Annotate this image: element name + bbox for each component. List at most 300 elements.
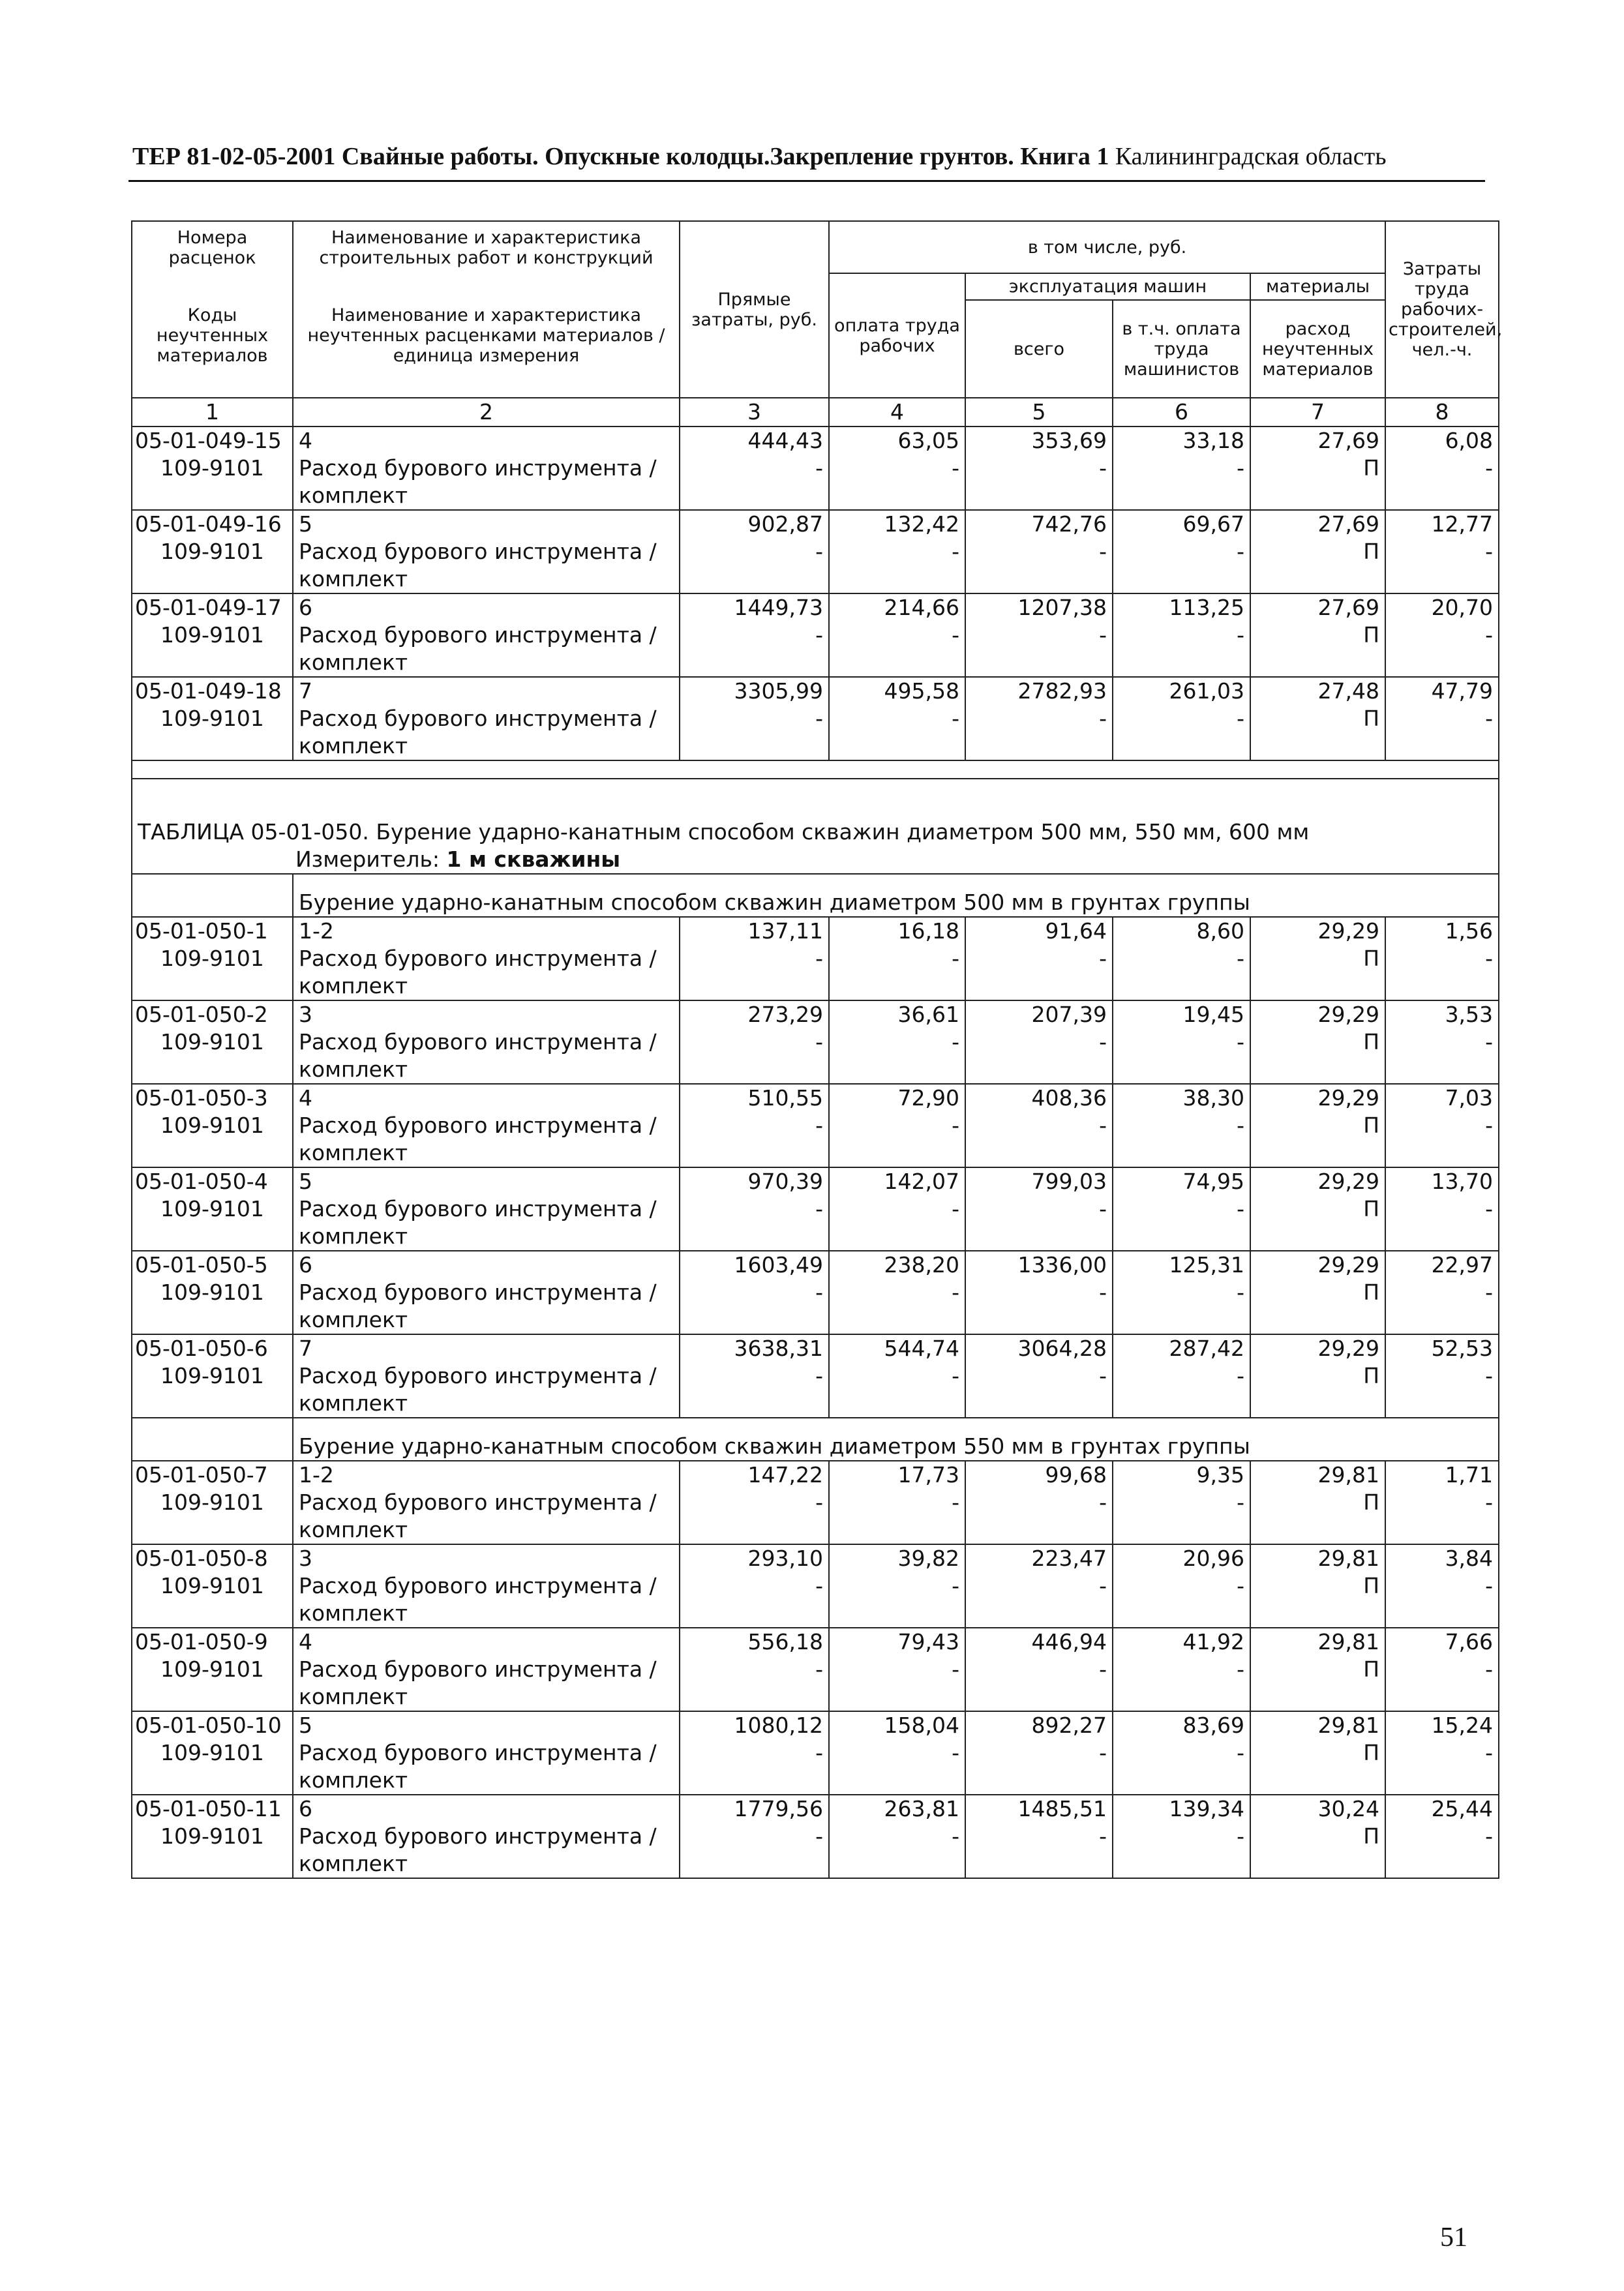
material-row — [132, 1739, 1499, 1795]
material-name: Расход бурового инструмента / комплект — [293, 1489, 680, 1544]
dash: - — [1113, 1112, 1250, 1167]
rate-row — [132, 1711, 1499, 1739]
dash: - — [829, 1656, 965, 1711]
material-code: 109-9101 — [132, 1279, 293, 1334]
dash: - — [965, 1195, 1113, 1251]
col7-header: расход неучтенных материалов — [1250, 300, 1385, 398]
rate-name: 3 — [293, 1000, 680, 1028]
group-spacer — [132, 1418, 293, 1461]
material-name: Расход бурового инструмента / комплект — [293, 1028, 680, 1084]
labor-cost: 238,20 — [829, 1251, 965, 1279]
dash: - — [1113, 1572, 1250, 1628]
dash: - — [1385, 1656, 1499, 1711]
dash: - — [965, 621, 1113, 677]
rate-row — [132, 427, 1499, 455]
direct-cost: 273,29 — [680, 1000, 829, 1028]
direct-cost: 137,11 — [680, 917, 829, 945]
header-book: Книга 1 — [1020, 143, 1109, 170]
group-machines-header: эксплуатация машин — [965, 273, 1250, 300]
dash: - — [1113, 1823, 1250, 1878]
dash: - — [829, 1739, 965, 1795]
rate-code: 05-01-050-9 — [132, 1628, 293, 1656]
labor-cost: 63,05 — [829, 427, 965, 455]
material-flag: П — [1250, 1739, 1385, 1795]
labor-hours: 12,77 — [1385, 510, 1499, 538]
material-row — [132, 621, 1499, 677]
labor-hours: 47,79 — [1385, 677, 1499, 705]
material-row — [132, 1195, 1499, 1251]
machine-labor-cost: 113,25 — [1113, 593, 1250, 621]
labor-hours: 13,70 — [1385, 1167, 1499, 1195]
direct-cost: 444,43 — [680, 427, 829, 455]
section-title: ТАБЛИЦА 05-01-050. Бурение ударно-канатным способом скважин диаметром 500 мм, 550 мм, 600 мм — [132, 779, 1499, 846]
dash: - — [680, 1739, 829, 1795]
material-cost: 27,69 — [1250, 510, 1385, 538]
machine-labor-cost: 8,60 — [1113, 917, 1250, 945]
material-flag: П — [1250, 1656, 1385, 1711]
dash: - — [965, 945, 1113, 1000]
labor-cost: 495,58 — [829, 677, 965, 705]
dash: - — [1385, 1572, 1499, 1628]
material-cost: 29,29 — [1250, 1000, 1385, 1028]
rate-name: 7 — [293, 1334, 680, 1362]
machine-cost: 1485,51 — [965, 1795, 1113, 1823]
dash: - — [965, 1279, 1113, 1334]
dash: - — [1385, 1279, 1499, 1334]
dash: - — [829, 1195, 965, 1251]
rate-code: 05-01-050-10 — [132, 1711, 293, 1739]
material-flag: П — [1250, 621, 1385, 677]
dash: - — [680, 945, 829, 1000]
material-row — [132, 1362, 1499, 1418]
header-row-1 — [132, 221, 1499, 273]
dash: - — [829, 945, 965, 1000]
material-code: 109-9101 — [132, 1028, 293, 1084]
machine-labor-cost: 261,03 — [1113, 677, 1250, 705]
table-body — [132, 221, 1503, 1878]
rate-name: 5 — [293, 1711, 680, 1739]
dash: - — [965, 538, 1113, 593]
machine-cost: 2782,93 — [965, 677, 1113, 705]
material-name: Расход бурового инструмента / комплект — [293, 1572, 680, 1628]
group-row — [132, 1418, 1499, 1461]
direct-cost: 293,10 — [680, 1544, 829, 1572]
machine-cost: 892,27 — [965, 1711, 1113, 1739]
dash: - — [965, 1823, 1113, 1878]
spacer-row — [132, 760, 1499, 779]
header-rule — [128, 180, 1485, 182]
machine-cost: 742,76 — [965, 510, 1113, 538]
page-header — [132, 142, 1482, 171]
material-cost: 29,29 — [1250, 917, 1385, 945]
rate-name: 1-2 — [293, 917, 680, 945]
rate-row — [132, 1334, 1499, 1362]
col3-header: Прямые затраты, руб. — [680, 221, 829, 398]
rate-row — [132, 1251, 1499, 1279]
dash: - — [1385, 455, 1499, 510]
dash: - — [680, 1362, 829, 1418]
dash: - — [680, 1572, 829, 1628]
dash: - — [1385, 538, 1499, 593]
material-flag: П — [1250, 1823, 1385, 1878]
meter-label: Измеритель: — [295, 846, 440, 872]
machine-cost: 207,39 — [965, 1000, 1113, 1028]
group-label: Бурение ударно-канатным способом скважин диаметром 550 мм в грунтах группы — [293, 1418, 1499, 1461]
dash: - — [1385, 945, 1499, 1000]
dash: - — [829, 1028, 965, 1084]
header-region: Калининградская область — [1115, 143, 1387, 170]
material-cost: 29,29 — [1250, 1167, 1385, 1195]
direct-cost: 147,22 — [680, 1461, 829, 1489]
dash: - — [965, 1656, 1113, 1711]
labor-hours: 15,24 — [1385, 1711, 1499, 1739]
material-name: Расход бурового инструмента / комплект — [293, 945, 680, 1000]
material-row — [132, 1028, 1499, 1084]
rate-name: 7 — [293, 677, 680, 705]
dash: - — [680, 1112, 829, 1167]
material-cost: 29,81 — [1250, 1628, 1385, 1656]
material-name: Расход бурового инструмента / комплект — [293, 1823, 680, 1878]
material-cost: 29,81 — [1250, 1711, 1385, 1739]
dash: - — [829, 1112, 965, 1167]
labor-hours: 20,70 — [1385, 593, 1499, 621]
labor-hours: 52,53 — [1385, 1334, 1499, 1362]
rate-name: 6 — [293, 1251, 680, 1279]
material-flag: П — [1250, 1028, 1385, 1084]
material-code: 109-9101 — [132, 1739, 293, 1795]
material-row — [132, 1279, 1499, 1334]
labor-hours: 3,53 — [1385, 1000, 1499, 1028]
labor-hours: 7,03 — [1385, 1084, 1499, 1112]
rate-row — [132, 1461, 1499, 1489]
direct-cost: 1779,56 — [680, 1795, 829, 1823]
material-name: Расход бурового инструмента / комплект — [293, 1112, 680, 1167]
rate-code: 05-01-050-4 — [132, 1167, 293, 1195]
direct-cost: 1449,73 — [680, 593, 829, 621]
machine-cost: 799,03 — [965, 1167, 1113, 1195]
group-row — [132, 874, 1499, 917]
dash: - — [965, 1489, 1113, 1544]
rate-code: 05-01-049-15 — [132, 427, 293, 455]
rate-row — [132, 1167, 1499, 1195]
dash: - — [829, 455, 965, 510]
machine-labor-cost: 74,95 — [1113, 1167, 1250, 1195]
col-number: 8 — [1385, 398, 1499, 427]
rate-row — [132, 1084, 1499, 1112]
material-code: 109-9101 — [132, 1112, 293, 1167]
dash: - — [829, 705, 965, 760]
rates-table — [131, 220, 1503, 1879]
direct-cost: 3305,99 — [680, 677, 829, 705]
material-flag: П — [1250, 945, 1385, 1000]
group-materials-header: материалы — [1250, 273, 1385, 300]
material-code: 109-9101 — [132, 705, 293, 760]
direct-cost: 970,39 — [680, 1167, 829, 1195]
dash: - — [680, 1279, 829, 1334]
dash: - — [1113, 455, 1250, 510]
dash: - — [680, 1028, 829, 1084]
machine-labor-cost: 20,96 — [1113, 1544, 1250, 1572]
rate-code: 05-01-049-16 — [132, 510, 293, 538]
material-name: Расход бурового инструмента / комплект — [293, 621, 680, 677]
machine-labor-cost: 287,42 — [1113, 1334, 1250, 1362]
rate-row — [132, 1000, 1499, 1028]
material-name: Расход бурового инструмента / комплект — [293, 455, 680, 510]
dash: - — [1113, 1028, 1250, 1084]
col5-header: всего — [965, 300, 1113, 398]
col-number: 6 — [1113, 398, 1250, 427]
machine-cost: 1207,38 — [965, 593, 1113, 621]
material-row — [132, 705, 1499, 760]
col4-header: оплата труда рабочих — [829, 273, 965, 398]
material-flag: П — [1250, 1195, 1385, 1251]
dash: - — [1113, 705, 1250, 760]
dash: - — [680, 1656, 829, 1711]
material-name: Расход бурового инструмента / комплект — [293, 1739, 680, 1795]
col1-top-header: Номера расценок — [132, 221, 293, 273]
material-name: Расход бурового инструмента / комплект — [293, 1362, 680, 1418]
labor-cost: 72,90 — [829, 1084, 965, 1112]
labor-cost: 158,04 — [829, 1711, 965, 1739]
rate-name: 5 — [293, 510, 680, 538]
dash: - — [829, 1572, 965, 1628]
material-cost: 29,29 — [1250, 1334, 1385, 1362]
machine-labor-cost: 33,18 — [1113, 427, 1250, 455]
labor-hours: 7,66 — [1385, 1628, 1499, 1656]
rate-name: 4 — [293, 1628, 680, 1656]
dash: - — [1113, 621, 1250, 677]
header-title: ТЕР 81-02-05-2001 Свайные работы. Опускные колодцы.Закрепление грунтов. — [132, 143, 1014, 170]
machine-cost: 3064,28 — [965, 1334, 1113, 1362]
col6-header: в т.ч. оплата труда машинистов — [1113, 300, 1250, 398]
material-code: 109-9101 — [132, 945, 293, 1000]
material-flag: П — [1250, 1572, 1385, 1628]
material-flag: П — [1250, 538, 1385, 593]
material-name: Расход бурового инструмента / комплект — [293, 1195, 680, 1251]
material-code: 109-9101 — [132, 1489, 293, 1544]
labor-cost: 16,18 — [829, 917, 965, 945]
material-cost: 29,29 — [1250, 1251, 1385, 1279]
rate-name: 4 — [293, 1084, 680, 1112]
col-number: 3 — [680, 398, 829, 427]
material-cost: 29,81 — [1250, 1544, 1385, 1572]
rate-name: 3 — [293, 1544, 680, 1572]
dash: - — [1385, 1823, 1499, 1878]
dash: - — [1113, 1279, 1250, 1334]
machine-labor-cost: 69,67 — [1113, 510, 1250, 538]
dash: - — [829, 1279, 965, 1334]
dash: - — [680, 1823, 829, 1878]
rate-code: 05-01-050-8 — [132, 1544, 293, 1572]
dash: - — [680, 705, 829, 760]
material-code: 109-9101 — [132, 621, 293, 677]
material-cost: 27,69 — [1250, 593, 1385, 621]
machine-cost: 353,69 — [965, 427, 1113, 455]
machine-labor-cost: 41,92 — [1113, 1628, 1250, 1656]
material-row — [132, 1112, 1499, 1167]
material-code: 109-9101 — [132, 1572, 293, 1628]
labor-hours: 22,97 — [1385, 1251, 1499, 1279]
dash: - — [1113, 1362, 1250, 1418]
rate-code: 05-01-050-1 — [132, 917, 293, 945]
machine-labor-cost: 139,34 — [1113, 1795, 1250, 1823]
rate-code: 05-01-050-6 — [132, 1334, 293, 1362]
rate-row — [132, 593, 1499, 621]
machine-cost: 223,47 — [965, 1544, 1113, 1572]
meter-value: 1 м скважины — [446, 846, 621, 872]
direct-cost: 556,18 — [680, 1628, 829, 1656]
dash: - — [1385, 1112, 1499, 1167]
group-label: Бурение ударно-канатным способом скважин диаметром 500 мм в грунтах группы — [293, 874, 1499, 917]
material-flag: П — [1250, 1112, 1385, 1167]
labor-cost: 39,82 — [829, 1544, 965, 1572]
direct-cost: 510,55 — [680, 1084, 829, 1112]
machine-labor-cost: 19,45 — [1113, 1000, 1250, 1028]
material-code: 109-9101 — [132, 1656, 293, 1711]
labor-cost: 142,07 — [829, 1167, 965, 1195]
rate-row — [132, 677, 1499, 705]
material-flag: П — [1250, 1279, 1385, 1334]
dash: - — [680, 1489, 829, 1544]
dash: - — [1113, 1656, 1250, 1711]
labor-cost: 36,61 — [829, 1000, 965, 1028]
material-name: Расход бурового инструмента / комплект — [293, 1656, 680, 1711]
meter-row — [132, 846, 1499, 874]
labor-cost: 544,74 — [829, 1334, 965, 1362]
dash: - — [829, 1362, 965, 1418]
material-flag: П — [1250, 455, 1385, 510]
col-number: 4 — [829, 398, 965, 427]
material-cost: 30,24 — [1250, 1795, 1385, 1823]
labor-hours: 6,08 — [1385, 427, 1499, 455]
labor-hours: 3,84 — [1385, 1544, 1499, 1572]
material-row — [132, 945, 1499, 1000]
labor-cost: 17,73 — [829, 1461, 965, 1489]
machine-labor-cost: 83,69 — [1113, 1711, 1250, 1739]
spacer-cell — [132, 760, 1499, 779]
material-cost: 29,29 — [1250, 1084, 1385, 1112]
dash: - — [829, 538, 965, 593]
dash: - — [1385, 1195, 1499, 1251]
machine-cost: 408,36 — [965, 1084, 1113, 1112]
dash: - — [965, 1739, 1113, 1795]
material-code: 109-9101 — [132, 1823, 293, 1878]
labor-hours: 25,44 — [1385, 1795, 1499, 1823]
rate-code: 05-01-050-3 — [132, 1084, 293, 1112]
col-number: 5 — [965, 398, 1113, 427]
group-spacer — [132, 874, 293, 917]
rate-name: 6 — [293, 1795, 680, 1823]
col2-top-header: Наименование и характеристика строительных работ и конструкций — [293, 221, 680, 273]
dash: - — [965, 1112, 1113, 1167]
direct-cost: 1603,49 — [680, 1251, 829, 1279]
dash: - — [680, 538, 829, 593]
rate-code: 05-01-049-18 — [132, 677, 293, 705]
dash: - — [965, 1362, 1113, 1418]
rate-row — [132, 1795, 1499, 1823]
material-row — [132, 1489, 1499, 1544]
col-number: 2 — [293, 398, 680, 427]
dash: - — [965, 1028, 1113, 1084]
material-cost: 27,48 — [1250, 677, 1385, 705]
labor-cost: 79,43 — [829, 1628, 965, 1656]
col2-bottom-header: Наименование и характеристика неучтенных расценками материалов / единица измерения — [293, 273, 680, 398]
rate-name: 1-2 — [293, 1461, 680, 1489]
rate-code: 05-01-050-7 — [132, 1461, 293, 1489]
material-code: 109-9101 — [132, 455, 293, 510]
dash: - — [1113, 1195, 1250, 1251]
material-cost: 29,81 — [1250, 1461, 1385, 1489]
rate-name: 4 — [293, 427, 680, 455]
machine-labor-cost: 125,31 — [1113, 1251, 1250, 1279]
rate-row — [132, 917, 1499, 945]
dash: - — [1113, 945, 1250, 1000]
rate-code: 05-01-050-5 — [132, 1251, 293, 1279]
labor-hours: 1,71 — [1385, 1461, 1499, 1489]
machine-cost: 1336,00 — [965, 1251, 1113, 1279]
dash: - — [680, 621, 829, 677]
rate-name: 6 — [293, 593, 680, 621]
material-row — [132, 1823, 1499, 1878]
machine-cost: 446,94 — [965, 1628, 1113, 1656]
material-code: 109-9101 — [132, 1195, 293, 1251]
material-row — [132, 538, 1499, 593]
material-flag: П — [1250, 1362, 1385, 1418]
col8-header: Затраты труда рабочих-строителей, чел.-ч. — [1385, 221, 1499, 398]
dash: - — [965, 705, 1113, 760]
meter-cell — [132, 846, 1499, 874]
dash: - — [1385, 705, 1499, 760]
labor-cost: 263,81 — [829, 1795, 965, 1823]
material-cost: 27,69 — [1250, 427, 1385, 455]
material-flag: П — [1250, 705, 1385, 760]
rate-code: 05-01-049-17 — [132, 593, 293, 621]
dash: - — [965, 455, 1113, 510]
dash: - — [965, 1572, 1113, 1628]
material-row — [132, 455, 1499, 510]
dash: - — [1385, 1739, 1499, 1795]
material-name: Расход бурового инструмента / комплект — [293, 538, 680, 593]
labor-hours: 1,56 — [1385, 917, 1499, 945]
material-row — [132, 1656, 1499, 1711]
rate-code: 05-01-050-11 — [132, 1795, 293, 1823]
group-incl-header: в том числе, руб. — [829, 221, 1385, 273]
dash: - — [1113, 1489, 1250, 1544]
material-name: Расход бурового инструмента / комплект — [293, 705, 680, 760]
dash: - — [1385, 621, 1499, 677]
machine-cost: 91,64 — [965, 917, 1113, 945]
machine-labor-cost: 38,30 — [1113, 1084, 1250, 1112]
material-code: 109-9101 — [132, 538, 293, 593]
rate-row — [132, 1544, 1499, 1572]
material-name: Расход бурового инструмента / комплект — [293, 1279, 680, 1334]
page-number: 51 — [1440, 2223, 1467, 2253]
dash: - — [680, 1195, 829, 1251]
dash: - — [1113, 538, 1250, 593]
machine-labor-cost: 9,35 — [1113, 1461, 1250, 1489]
material-code: 109-9101 — [132, 1362, 293, 1418]
dash: - — [680, 455, 829, 510]
dash: - — [829, 1823, 965, 1878]
dash: - — [829, 621, 965, 677]
dash: - — [1385, 1028, 1499, 1084]
col-number: 7 — [1250, 398, 1385, 427]
col-number: 1 — [132, 398, 293, 427]
material-flag: П — [1250, 1489, 1385, 1544]
dash: - — [1113, 1739, 1250, 1795]
rate-name: 5 — [293, 1167, 680, 1195]
column-numbers-row — [132, 398, 1499, 427]
